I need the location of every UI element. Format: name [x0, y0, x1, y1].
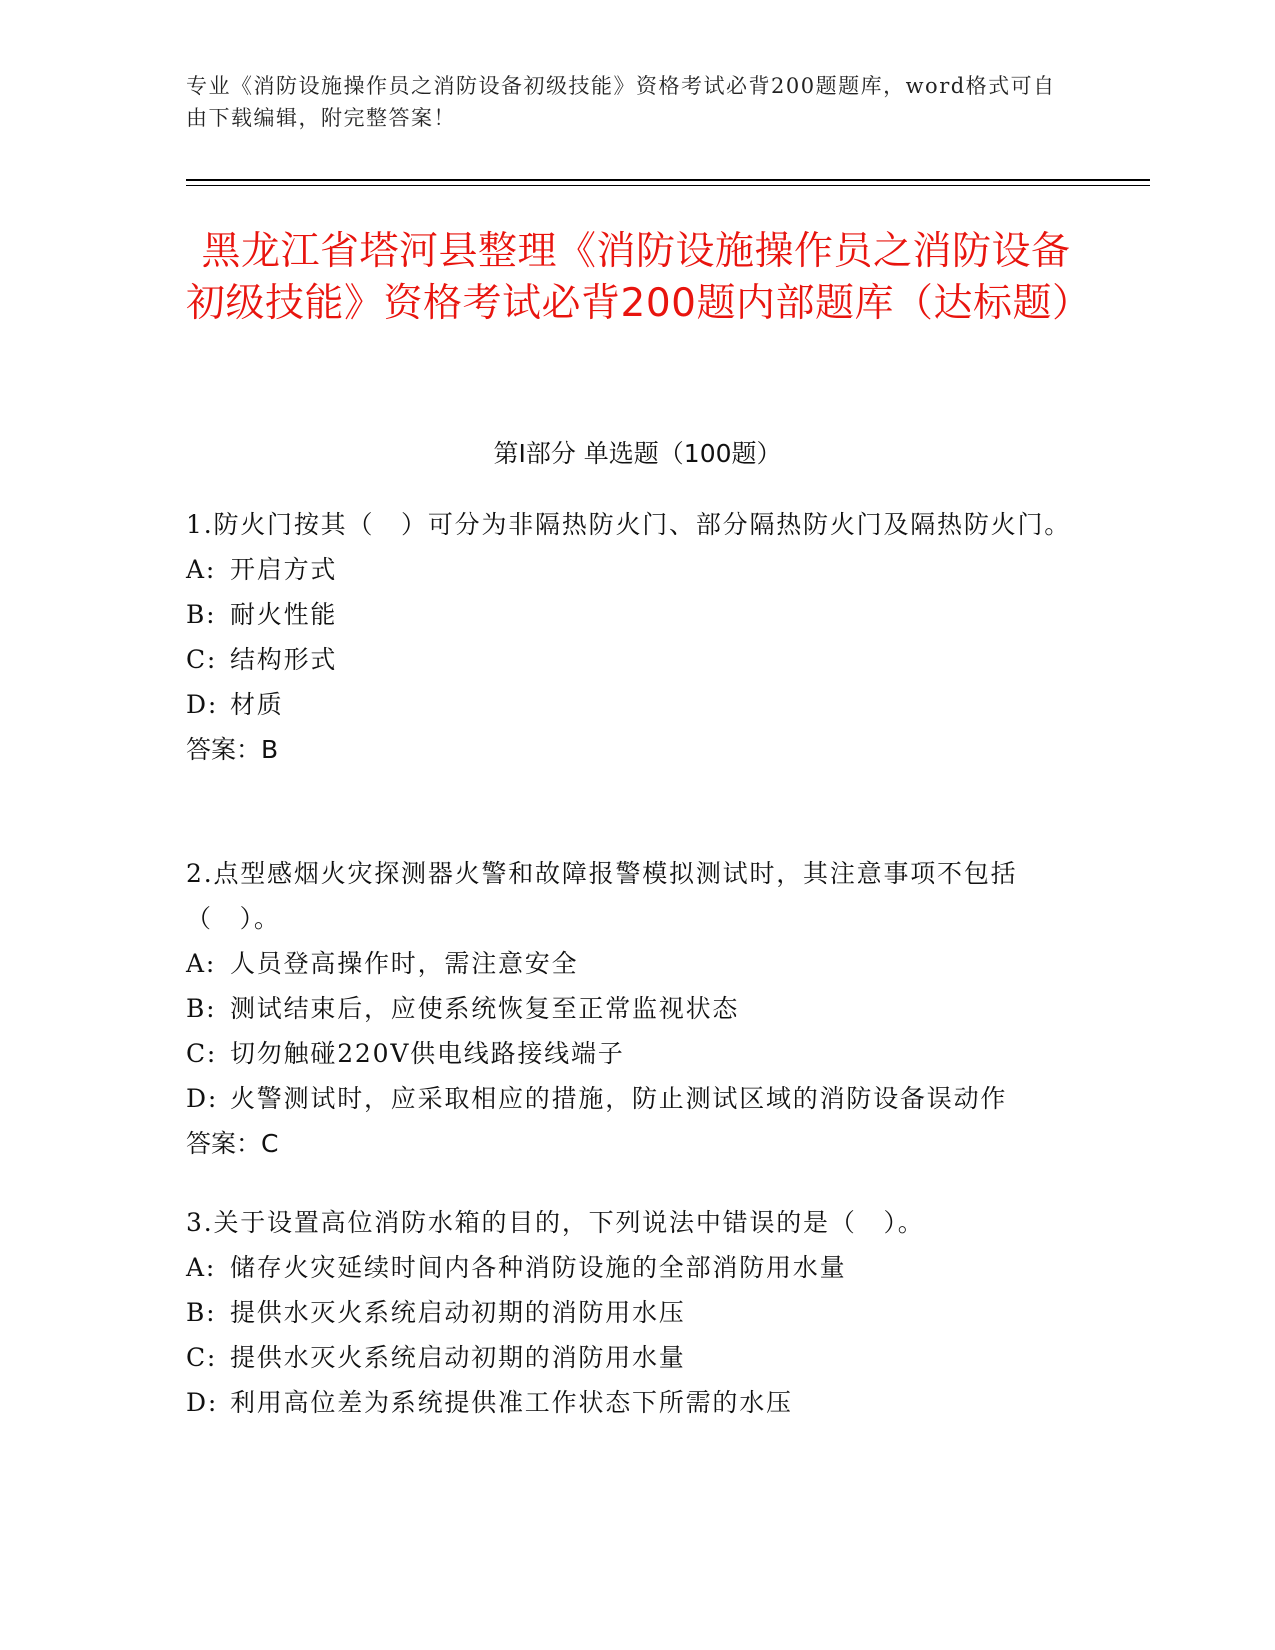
question-1	[186, 502, 1076, 772]
answer: 答案：B	[186, 735, 279, 764]
answer: 答案：C	[186, 1129, 279, 1158]
option-a	[186, 1245, 1076, 1290]
option-text: 结构形式	[230, 645, 338, 674]
option-text: 切勿触碰220V供电线路接线端子	[230, 1039, 625, 1068]
option-c	[186, 1335, 1076, 1380]
option-letter: C:	[186, 1343, 218, 1372]
question-3	[186, 1200, 1076, 1425]
option-b	[186, 986, 1076, 1031]
option-letter: A:	[186, 949, 217, 978]
option-letter: A:	[186, 555, 217, 584]
option-text: 火警测试时，应采取相应的措施，防止测试区域的消防设备误动作	[230, 1084, 1008, 1113]
option-text: 储存火灾延续时间内各种消防设施的全部消防用水量	[230, 1253, 847, 1282]
document-title: 黑龙江省塔河县整理《消防设施操作员之消防设备初级技能》资格考试必背200题内部题库（达标题）	[186, 229, 1092, 326]
option-letter: A:	[186, 1253, 217, 1282]
option-text: 人员登高操作时，需注意安全	[230, 949, 579, 978]
option-text: 提供水灭火系统启动初期的消防用水量	[230, 1343, 686, 1372]
option-letter: D:	[186, 1388, 219, 1417]
option-letter: D:	[186, 1084, 219, 1113]
option-c	[186, 1031, 1076, 1076]
option-b	[186, 1290, 1076, 1335]
option-c	[186, 637, 1076, 682]
option-letter: C:	[186, 645, 218, 674]
question-text: 2.点型感烟火灾探测器火警和故障报警模拟测试时，其注意事项不包括（ ）。	[186, 859, 1018, 933]
option-d	[186, 682, 1076, 727]
section-heading: 第Ⅰ部分 单选题（100题）	[493, 439, 782, 468]
option-text: 提供水灭火系统启动初期的消防用水压	[230, 1298, 686, 1327]
option-b	[186, 592, 1076, 637]
question-2	[186, 851, 1076, 1166]
header-note: 专业《消防设施操作员之消防设备初级技能》资格考试必背200题题库，word格式可自由下载编辑，附完整答案！	[186, 74, 1056, 130]
option-d	[186, 1076, 1076, 1121]
option-text: 耐火性能	[230, 600, 338, 629]
option-letter: B:	[186, 600, 217, 629]
option-a	[186, 941, 1076, 986]
option-letter: D:	[186, 690, 219, 719]
option-letter: B:	[186, 994, 217, 1023]
option-a	[186, 547, 1076, 592]
header-divider-thin	[186, 185, 1150, 186]
option-d	[186, 1380, 1076, 1425]
header-divider-thick	[186, 179, 1150, 181]
option-text: 材质	[230, 690, 284, 719]
option-letter: B:	[186, 1298, 217, 1327]
option-text: 利用高位差为系统提供准工作状态下所需的水压	[230, 1388, 793, 1417]
question-text: 3.关于设置高位消防水箱的目的，下列说法中错误的是（ ）。	[186, 1208, 925, 1237]
option-letter: C:	[186, 1039, 218, 1068]
question-text: 1.防火门按其（ ）可分为非隔热防火门、部分隔热防火门及隔热防火门。	[186, 510, 1072, 539]
option-text: 开启方式	[230, 555, 338, 584]
option-text: 测试结束后，应使系统恢复至正常监视状态	[230, 994, 740, 1023]
